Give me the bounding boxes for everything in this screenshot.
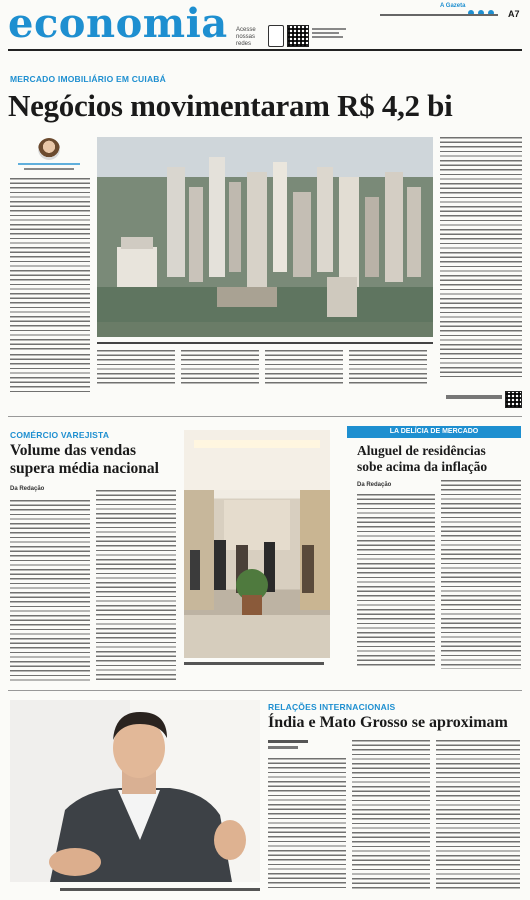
story4-kicker: RELAÇÕES INTERNACIONAIS <box>268 702 396 712</box>
lead-column-6 <box>440 137 522 377</box>
city-skyline-photo <box>97 137 433 337</box>
lead-column-5 <box>349 350 427 386</box>
city-skyline-illustration <box>97 137 433 337</box>
story4-byline <box>268 740 308 743</box>
mall-photo-caption <box>184 662 324 665</box>
lead-column-2 <box>97 350 175 386</box>
story2-column-1 <box>10 500 90 683</box>
portrait-caption <box>60 888 260 891</box>
story2-headline-line1: Volume das vendas <box>10 442 137 459</box>
lead-photo-caption <box>97 342 433 344</box>
section-divider-1 <box>8 416 522 417</box>
page-number: A7 <box>508 9 520 19</box>
story3-banner: LA DELÍCIA DE MERCADO <box>347 426 521 438</box>
header-rule <box>8 49 522 51</box>
shopping-mall-photo <box>184 430 330 658</box>
lead-column-1b <box>10 354 90 394</box>
social-caption-line1: Acesse <box>236 27 256 33</box>
story3-headline <box>357 443 487 475</box>
author-role-line <box>24 168 74 170</box>
brand-logo: A Gazeta <box>440 3 466 9</box>
portrait-illustration <box>10 700 260 882</box>
social-caption-line2: nossas redes <box>236 34 256 47</box>
qr-code-icon[interactable] <box>287 25 309 47</box>
lead-headline: Negócios movimentaram R$ 4,2 bi <box>8 88 453 123</box>
lead-column-1 <box>10 178 90 350</box>
lead-column-4 <box>265 350 343 386</box>
story2-headline-line2: supera média nacional <box>10 460 159 477</box>
story2-column-2 <box>96 490 176 683</box>
author-name-line <box>18 163 80 165</box>
story3-headline-line2: sobe acima da inflação <box>357 459 488 474</box>
date-line <box>380 14 498 16</box>
section-divider-2 <box>8 690 522 691</box>
story4-byline-2 <box>268 746 298 749</box>
story3-headline-line1: Aluguel de residências <box>357 443 486 458</box>
author-avatar <box>38 138 60 160</box>
header-small-print <box>312 28 346 38</box>
lead-kicker: MERCADO IMOBILIÁRIO EM CUIABÁ <box>10 74 166 84</box>
story3-byline: Da Redação <box>357 482 392 488</box>
story4-column-1 <box>268 758 346 890</box>
story3-column-1 <box>357 494 435 669</box>
lead-qr-code-icon[interactable] <box>505 391 522 408</box>
story2-byline: Da Redação <box>10 486 45 492</box>
section-title: economia <box>8 0 228 47</box>
lead-column-3 <box>181 350 259 386</box>
social-icons <box>468 3 494 21</box>
qr-caption <box>446 395 502 399</box>
story2-kicker: COMÉRCIO VAREJISTA <box>10 430 110 440</box>
story2-headline <box>10 442 159 478</box>
story4-column-3 <box>436 740 520 890</box>
story4-column-2 <box>352 740 430 890</box>
social-caption <box>236 27 266 48</box>
shopping-mall-illustration <box>184 430 330 658</box>
phone-icon <box>268 25 284 47</box>
story4-headline: Índia e Mato Grosso se aproximam <box>268 714 508 731</box>
story3-column-2 <box>441 480 521 669</box>
interview-portrait-photo <box>10 700 260 882</box>
